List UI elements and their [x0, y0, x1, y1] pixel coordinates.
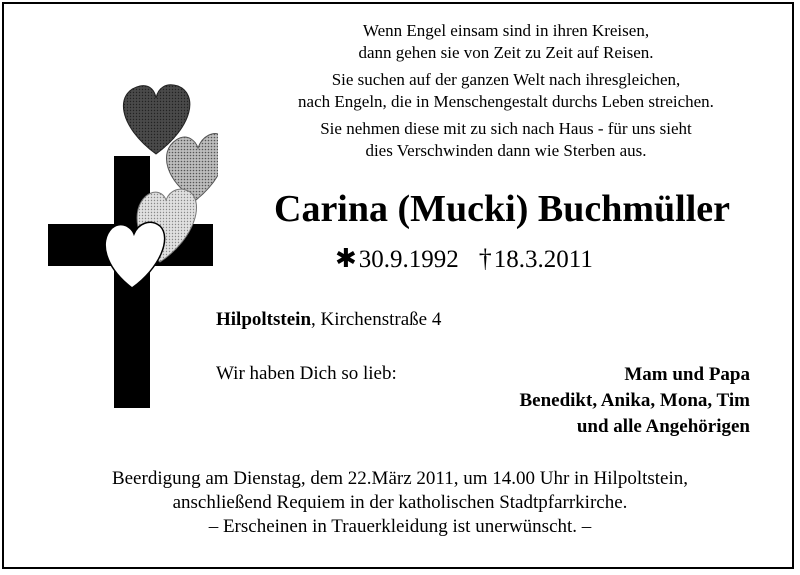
poem-line: dann gehen sie von Zeit zu Zeit auf Reisen. [358, 43, 654, 62]
funeral-line: – Erscheinen in Trauerkleidung ist unerwünscht. – [208, 516, 592, 537]
poem-line: Sie nehmen diese mit zu sich nach Haus - für uns sieht [320, 119, 692, 138]
heart-icon [166, 134, 218, 200]
poem-stanza-2 [236, 69, 776, 113]
poem-stanza-1 [236, 20, 776, 64]
poem-stanza-3 [236, 118, 776, 162]
family-line: Mam und Papa [624, 364, 750, 385]
funeral-line: Beerdigung am Dienstag, dem 22.März 2011, um 14.00 Uhr in Hilpoltstein, [111, 468, 689, 489]
poem-line: dies Verschwinden dann wie Sterben aus. [365, 141, 647, 160]
family-line: Benedikt, Anika, Mona, Tim [519, 390, 750, 411]
deceased-name: Carina (Mucki) Buchmüller [274, 188, 730, 230]
funeral-line: anschließend Requiem in der katholischen Stadtpfarrkirche. [172, 492, 628, 513]
family-line: und alle Angehörigen [576, 416, 750, 437]
death-date: 18.3.2011 [493, 246, 593, 273]
poem-line: Sie suchen auf der ganzen Welt nach ihresgleichen, [331, 70, 681, 89]
residence-address: , Kirchenstraße 4 [311, 309, 442, 330]
birth-date: 30.9.1992 [358, 246, 459, 273]
family-intro: Wir haben Dich so lieb: [216, 363, 397, 384]
poem-line: Wenn Engel einsam sind in ihren Kreisen, [362, 21, 650, 40]
death-cross-icon: † [478, 244, 492, 273]
funeral-details [0, 467, 800, 539]
birth-star-icon: ✱ [335, 244, 357, 273]
residence-city: Hilpoltstein [216, 309, 312, 330]
poem-line: nach Engeln, die in Menschengestalt durchs Leben streichen. [298, 92, 714, 111]
life-dates [335, 243, 593, 276]
cross-with-hearts-emblem [48, 82, 218, 412]
family-list [519, 362, 750, 440]
residence [216, 308, 441, 332]
